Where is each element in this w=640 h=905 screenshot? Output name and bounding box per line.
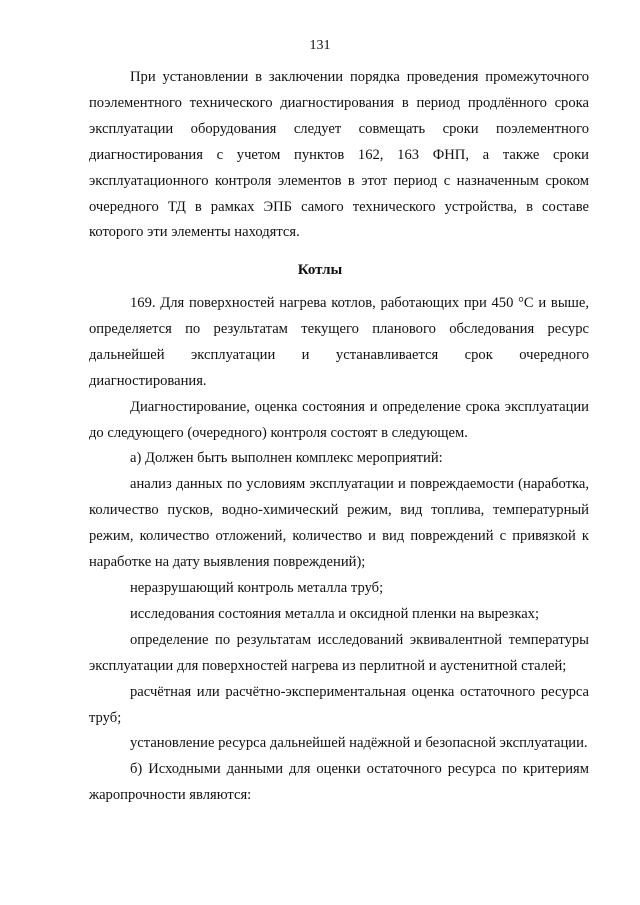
list-item: определение по результатам исследований эквивалентной температуры эксплуатации для поверхностей нагрева из перлитной и аустенитной сталей; — [89, 631, 589, 674]
list-item: расчётная или расчётно-экспериментальная оценка остаточного ресурса труб; — [89, 683, 589, 726]
page-number: 131 — [309, 38, 331, 53]
list-item: анализ данных по условиям эксплуатации и повреждаемости (наработка, количество пусков, водно-химический режим, вид топлива, температурный режим, количество отложений, количество и вид повреждений с привязкой к наработке на дату выявления повреждений); — [89, 476, 589, 571]
section-heading: Котлы — [297, 262, 343, 278]
paragraph: б) Исходными данными для оценки остаточного ресурса по критериям жаропрочности являются: — [89, 761, 589, 804]
main-section — [89, 291, 589, 809]
intro-paragraph: При установлении в заключении порядка проведения промежуточного поэлементного технического диагностирования в период продлённого срока эксплуатации оборудования следует совмещать сроки поэлементного диагностирования с учетом пунктов 162, 163 ФНП, а также сроки эксплуатационного контроля элементов в этот период с назначенным сроком очередного ТД в рамках ЭПБ самого технического устройства, в составе которого эти элементы находятся. — [89, 69, 589, 241]
list-item: установление ресурса дальнейшей надёжной и безопасной эксплуатации. — [130, 735, 588, 752]
paragraph: Диагностирование, оценка состояния и определение срока эксплуатации до следующего (очередного) контроля состоят в следующем. — [89, 398, 589, 441]
paragraph: а) Должен быть выполнен комплекс мероприятий: — [130, 450, 443, 467]
list-item: исследования состояния металла и оксидной пленки на вырезках; — [130, 605, 540, 622]
intro-section — [89, 65, 589, 246]
list-item: неразрушающий контроль металла труб; — [130, 579, 384, 596]
paragraph: 169. Для поверхностей нагрева котлов, работающих при 450 °С и выше, определяется по результатам текущего планового обследования ресурс дальнейшей эксплуатации и устанавливается срок очередного диагностирования. — [89, 295, 589, 389]
